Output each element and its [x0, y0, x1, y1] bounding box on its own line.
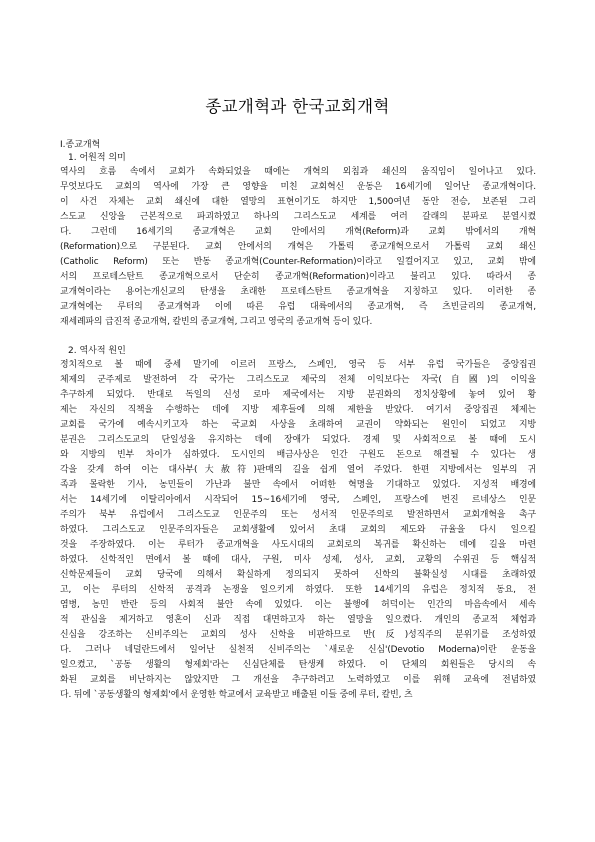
text-line: 다. 뒤에 `공동생활의 형제회'에서 운영한 학교에서 교육받고 배출된 이들 중에 루터, 칼빈, 츠: [60, 690, 413, 700]
text-line: 염병, 농민 반란 등의 사회적 불안 속에 있었다. 이는 불행에 허덕이는 인간의 마음속에서 세속: [60, 600, 536, 610]
subsection-heading: 2. 역사적 원인: [68, 346, 126, 356]
text-line: 제는 자신의 직책을 수행하는 데에 지방 제후들에 의해 제한을 받았다. 여기서 중앙집권 체제는: [60, 405, 536, 415]
subsection-2-paragraph: [60, 358, 536, 703]
text-line: 교개혁에는 루터의 종교개혁과 이에 따른 유럽 대륙에서의 종교개혁, 즉 츠빈글리의 종교개혁,: [60, 302, 536, 312]
text-line: 신심을 강조하는 신비주의는 교회의 성사 신학을 비판하므로 반(反)성직주의 분위기를 조성하였: [60, 630, 536, 640]
text-line: 서는 14세기에 이탈리아에서 시작되어 15~16세기에 영국, 스페인, 프랑스에 번진 르네상스 인문: [60, 495, 536, 505]
document-title: 종교개혁과 한국교회개혁: [205, 97, 390, 116]
text-line: (Reformation)으로 구분된다. 교회 안에서의 개혁은 가톨릭 종교개혁으로서 가톨릭 교회 쇄신: [60, 242, 536, 252]
text-line: 신학문제들이 교회 당국에 의해서 확실하게 정의되지 못하여 신학의 불확실성 시대를 초래하였: [60, 570, 536, 580]
subsection-1-paragraph: [60, 165, 536, 330]
text-line: 일으켰고, `공동 생활의 형제회'라는 신심단체를 탄생케 하였다. 이 단체의 회원들은 당시의 속: [60, 660, 536, 670]
text-line: 하였다. 그리스도교 인문주의자들은 교회생활에 있어서 초대 교회의 제도와 규율을 다시 일으킬: [60, 525, 536, 535]
subsection-heading: 1. 어원적 의미: [68, 153, 126, 163]
text-line: 재세례파의 급진적 종교개혁, 칼빈의 종교개혁, 그리고 영국의 종교개혁 등이 있다.: [60, 317, 373, 327]
text-line: 적 관심을 제거하고 영혼이 신과 직접 대면하고자 하는 열망을 일으켰다. 개인의 종교적 체험과: [60, 615, 536, 625]
text-line: 교회를 국가에 예속시키고자 하는 국교회 사상을 초래하여 교권이 약화되는 원인이 되었고 지방: [60, 420, 536, 430]
text-line: 역사의 흐름 속에서 교회가 속화되었을 때에는 개혁의 외침과 쇄신의 움직임이 일어나고 있다.: [60, 167, 536, 177]
text-line: 고, 이는 루터의 신학적 공격과 논쟁을 일으키게 하였다. 또한 14세기의 유럽은 정치적 동요, 전: [60, 585, 536, 595]
text-line: 족과 몰락한 기사, 농민들이 가난과 불만 속에서 어떠한 혁명을 기대하고 있었다. 지성적 배경에: [60, 480, 536, 490]
text-line: 체제의 군주제로 발전하여 각 국가는 그리스도교 제국의 전체 이익보다는 자국(自國)의 이익을: [60, 375, 536, 385]
text-line: 것을 주장하였다. 이는 루터가 종교개혁을 사도시대의 교회로의 복귀를 확신하는 데에 길을 마련: [60, 540, 536, 550]
text-line: 추구하게 되었다. 반대로 독일의 신성 로마 제국에서는 지방 분권화의 정치상황에 놓여 있어 황: [60, 390, 536, 400]
text-line: 이 사건 자체는 교회 쇄신에 대한 열망의 표현이기도 하지만 1,500여년 동안 전승, 보존된 그리: [60, 197, 536, 207]
text-line: 스도교 신앙을 근본적으로 파괴하였고 하나의 그리스도교 세계를 여러 갈래의 분파로 분열시켰: [60, 212, 536, 222]
section-heading: Ⅰ.종교개혁: [60, 140, 101, 150]
text-line: 각을 갖게 하여 이는 대사부(大赦符)판매의 길을 쉽게 열어 주었다. 한편 지방에서는 일부의 귀: [60, 465, 536, 475]
text-line: 무엇보다도 교회의 역사에 가장 큰 영향을 미친 교회혁신 운동은 16세기에 일어난 종교개혁이다.: [60, 182, 536, 192]
text-line: (Catholic Reform) 또는 반동 종교개혁(Counter-Reformation)이라고 일컬어지고 있고, 교회 밖에: [60, 257, 536, 267]
text-line: 화된 교회를 비난하지는 않았지만 그 개선을 추구하려고 노력하였고 이를 위해 교육에 전념하였: [60, 675, 536, 685]
text-line: 와 지방의 빈부 차이가 심하였다. 도시인의 배금사상은 인간 구원도 돈으로 해결될 수 있다는 생: [60, 450, 536, 460]
text-line: 분권은 그리스도교의 단일성을 유지하는 데에 장애가 되었다. 경제 및 사회적으로 볼 때에 도시: [60, 435, 536, 445]
text-line: 하였다. 신학적인 면에서 볼 때에 대사, 구원, 미사 성제, 성사, 교회, 교황의 수위권 등 핵심적: [60, 555, 536, 565]
document-body: [60, 139, 536, 703]
text-line: 교개혁이라는 용어는개신교의 탄생을 초래한 프로테스탄트 종교개혁을 지칭하고 있다. 이러한 종: [60, 287, 536, 297]
text-line: 서의 프로테스탄트 종교개혁으로서 단순히 종교개혁(Reformation)이라고 불리고 있다. 따라서 종: [60, 272, 536, 282]
text-line: 주의가 북부 유럽에서 그리스도교 인문주의 또는 성서적 인문주의로 발전하면서 교회개혁을 촉구: [60, 510, 536, 520]
text-line: 다. 그런데 16세기의 종교개혁은 교회 안에서의 개혁(Reform)과 교회 밖에서의 개혁: [60, 227, 536, 237]
text-line: 다. 그러나 네덜란드에서 일어난 실천적 신비주의는 `새로운 신심'(Devotio Moderna)이란 운동을: [60, 645, 536, 655]
paragraph-gap: [60, 330, 536, 345]
text-line: 정치적으로 볼 때에 중세 말기에 이르러 프랑스, 스페인, 영국 등 서부 유럽 국가들은 중앙집권: [60, 360, 536, 370]
